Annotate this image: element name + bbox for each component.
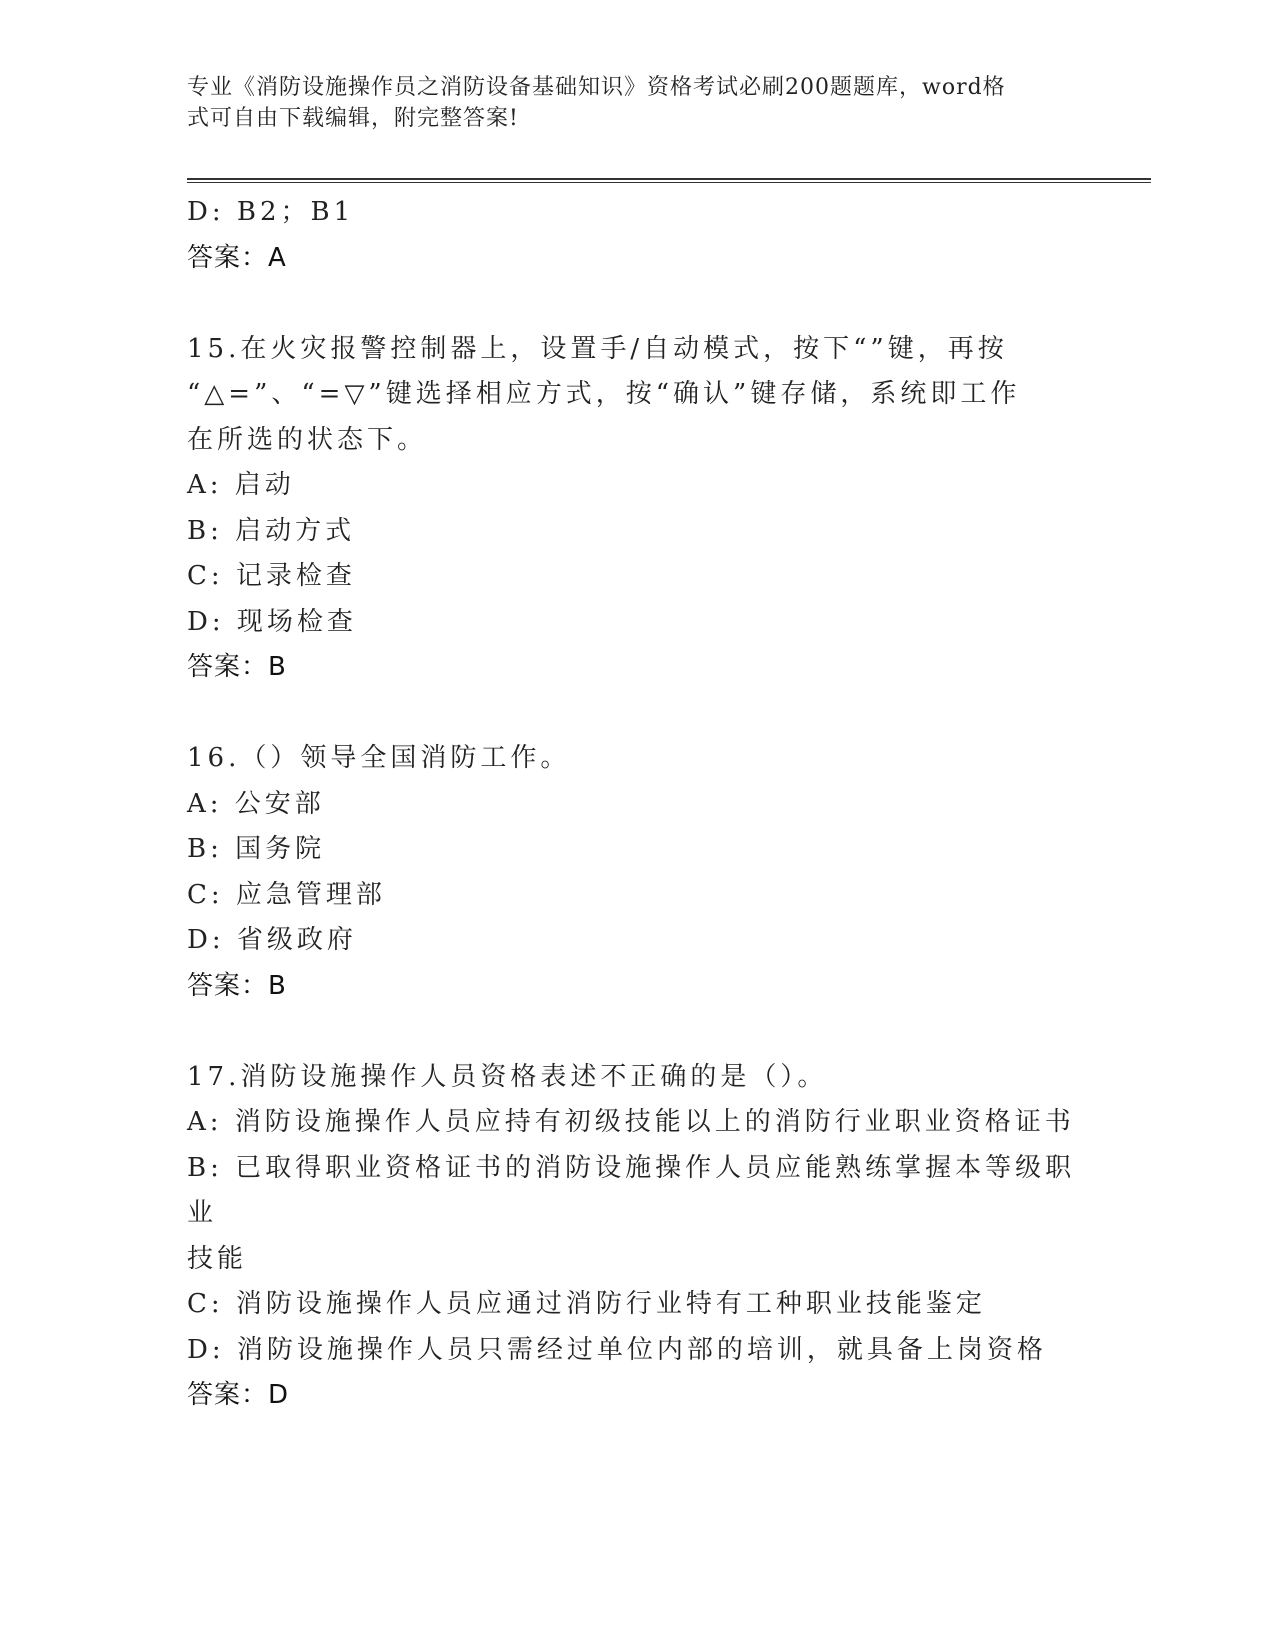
question-16 [187, 736, 1087, 1009]
option-d: D: B2；B1 [187, 197, 355, 227]
question-stem: “△=”、“=▽”键选择相应方式，按“确认”键存储，系统即工作 [187, 379, 1021, 409]
option-a: A: 启动 [187, 470, 295, 500]
answer: 答案：A [187, 242, 287, 273]
option-b-continued: 技能 [187, 1243, 248, 1274]
question-stem: 17.消防设施操作人员资格表述不正确的是（）。 [187, 1061, 828, 1092]
option-d: D: 省级政府 [187, 925, 357, 955]
option-c: C: 应急管理部 [187, 879, 386, 910]
spacer [187, 691, 1087, 737]
option-a: A: 消防设施操作人员应持有初级技能以上的消防行业职业资格证书 [187, 1107, 1075, 1137]
option-a: A: 公安部 [187, 788, 325, 819]
question-stem: 在所选的状态下。 [187, 424, 428, 455]
question-15 [187, 327, 1087, 691]
header-line-1: 专业《消防设施操作员之消防设备基础知识》资格考试必刷200题题库，word格 [187, 75, 1006, 100]
header-divider [187, 178, 1151, 183]
option-d: D: 现场检查 [187, 606, 357, 637]
answer: 答案：B [187, 652, 287, 682]
spacer [187, 281, 1087, 327]
question-stem: 16.（）领导全国消防工作。 [187, 743, 571, 773]
spacer [187, 1009, 1087, 1055]
option-d: D: 消防设施操作人员只需经过单位内部的培训，就具备上岗资格 [187, 1334, 1047, 1365]
answer: 答案：D [187, 1380, 290, 1410]
header-line-2: 式可自由下载编辑，附完整答案! [187, 106, 519, 131]
option-b: B: 启动方式 [187, 515, 356, 546]
option-c: C: 记录检查 [187, 561, 356, 591]
option-c: C: 消防设施操作人员应通过消防行业特有工种职业技能鉴定 [187, 1289, 986, 1319]
answer: 答案：B [187, 970, 287, 1001]
document-header [187, 72, 1067, 134]
question-content [187, 190, 1087, 1419]
question-stem: 15.在火灾报警控制器上，设置手/自动模式，按下“”键，再按 [187, 333, 1008, 364]
question-17 [187, 1055, 1087, 1419]
option-b: B: 国务院 [187, 834, 326, 864]
option-b: B: 已取得职业资格证书的消防设施操作人员应能熟练掌握本等级职业 [187, 1152, 1076, 1228]
